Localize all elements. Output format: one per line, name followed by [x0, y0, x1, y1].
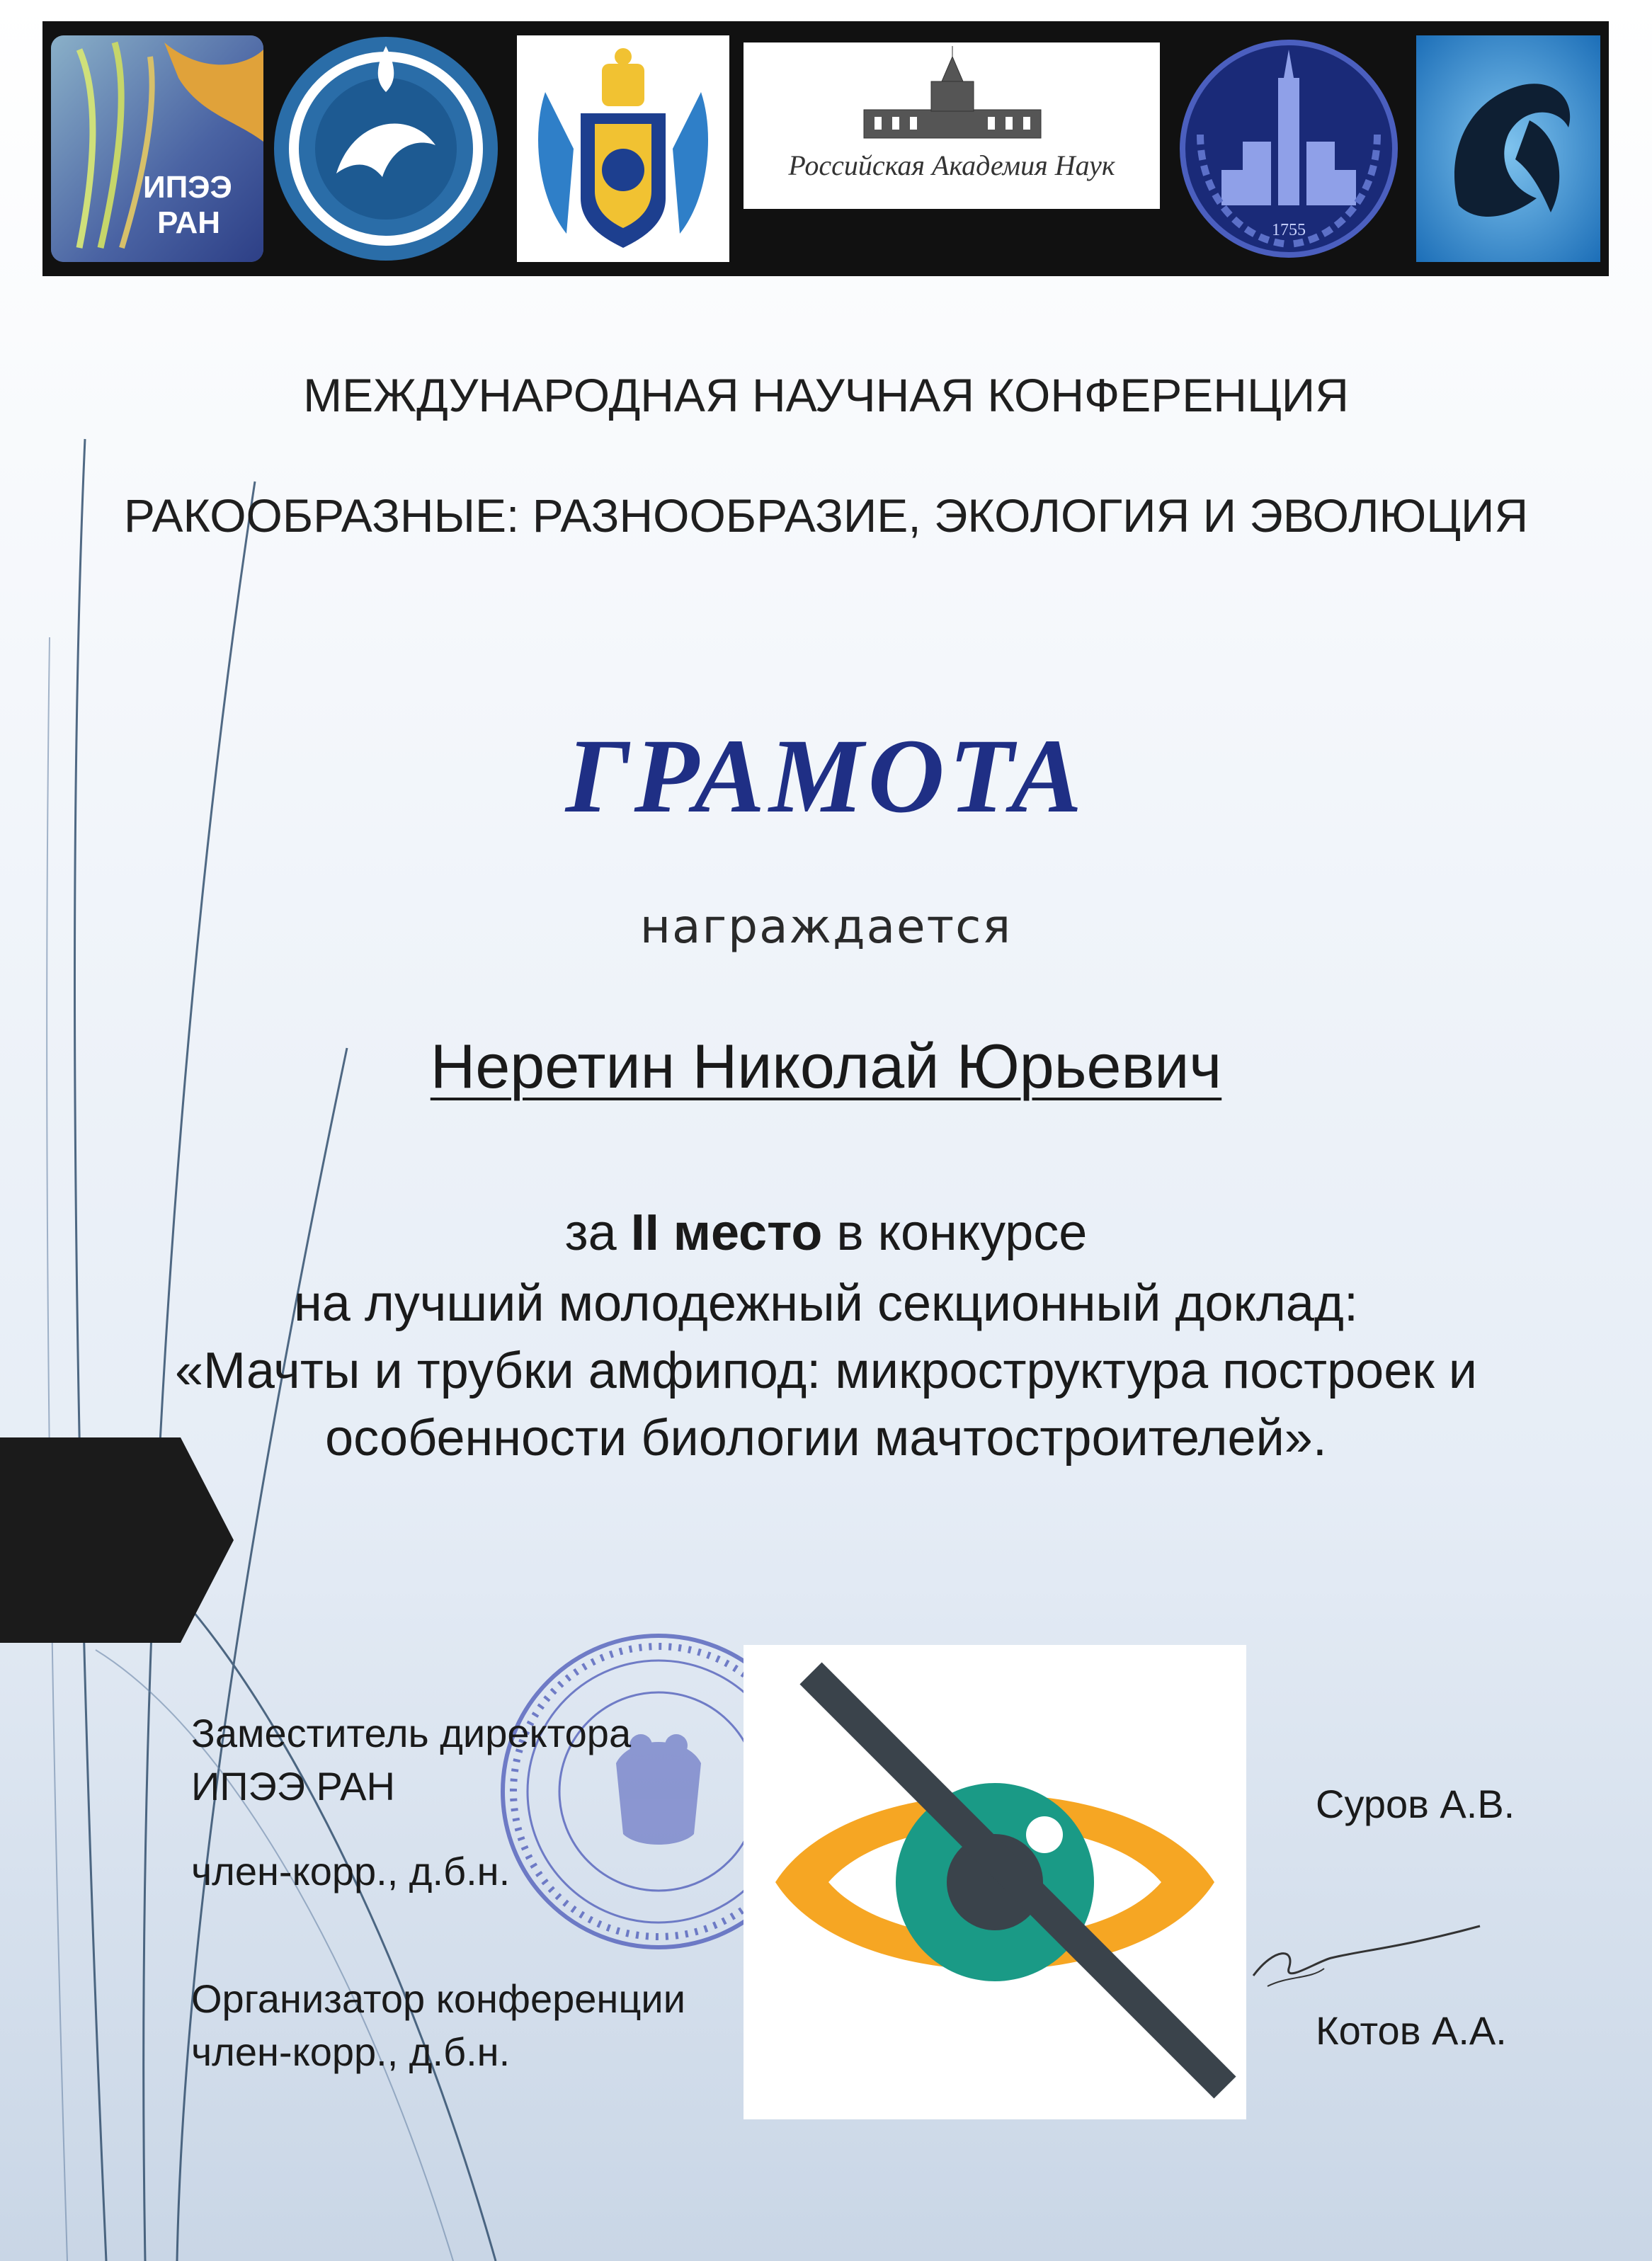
ipee-ran-logo-line2: РАН — [157, 205, 221, 240]
award-title: ГРАМОТА — [565, 717, 1087, 835]
ipee-ran-logo — [51, 35, 263, 262]
deputy-title-line1: Заместитель директора — [191, 1711, 632, 1755]
hidden-eye-icon — [744, 1645, 1246, 2119]
organizer-name: Котов А.А. — [1316, 2008, 1507, 2053]
msu-logo-year: 1755 — [1272, 221, 1306, 239]
conference-header: МЕЖДУНАРОДНАЯ НАУЧНАЯ КОНФЕРЕНЦИЯ — [303, 369, 1349, 421]
handwritten-signature — [1246, 1919, 1487, 2004]
report-title-line1: «Мачты и трубки амфипод: микроструктура построек и — [175, 1343, 1477, 1399]
reason-suffix: в конкурсе — [822, 1204, 1088, 1261]
recipient-name-text: Неретин Николай Юрьевич — [430, 1031, 1222, 1101]
conference-topic: РАКООБРАЗНЫЕ: РАЗНООБРАЗИЕ, ЭКОЛОГИЯ И ЭВОЛЮЦИЯ — [123, 489, 1529, 542]
russian-academy-of-sciences-logo — [744, 42, 1160, 209]
organizer-degree: член-корр., д.б.н. — [191, 2029, 511, 2074]
organizer-title-line1: Организатор конференции — [191, 1976, 685, 2021]
deputy-name: Суров А.В. — [1316, 1782, 1515, 1826]
arrow-shape — [0, 1437, 234, 1643]
ras-logo-text: Российская Академия Наук — [788, 149, 1115, 181]
reason-line — [0, 1204, 1652, 1262]
reason-prefix: за — [564, 1204, 631, 1261]
official-stamp — [496, 1622, 765, 1954]
deputy-degree: член-корр., д.б.н. — [191, 1849, 511, 1893]
competition-line: на лучший молодежный секционный доклад: — [294, 1275, 1358, 1332]
report-title-line2: особенности биологии мачтостроителей». — [325, 1410, 1327, 1466]
recipient-name — [0, 1030, 1652, 1103]
logo-strip — [42, 21, 1609, 276]
ipee-ran-logo-line1: ИПЭЭ — [143, 170, 232, 205]
content-hidden-overlay — [744, 1645, 1246, 2119]
deputy-title-line2: ИПЭЭ РАН — [191, 1764, 395, 1809]
crustacean-circle-logo — [269, 32, 503, 266]
awarded-label: награждается — [639, 899, 1013, 954]
moscow-state-university-logo — [1172, 35, 1406, 262]
coat-of-arms-logo — [517, 35, 729, 262]
award-place: II место — [630, 1204, 823, 1261]
fish-logo — [1416, 35, 1600, 262]
